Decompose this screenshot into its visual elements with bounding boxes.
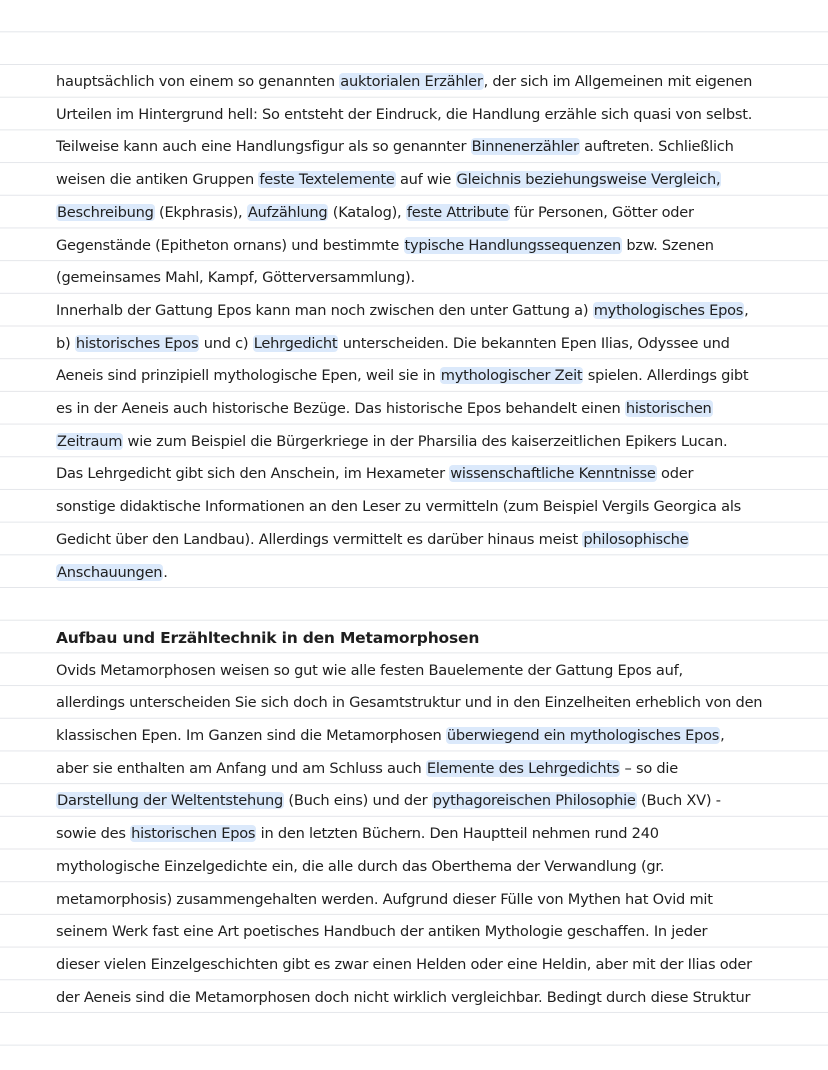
handwritten-notes [56, 0, 776, 1070]
text-line [56, 753, 796, 785]
text-fragment: für Personen, Götter oder [509, 203, 694, 221]
highlighted-term: Elemente des Lehrgedichts [426, 759, 620, 777]
text-fragment: Innerhalb der Gattung Epos kann man noch zwischen den unter Gattung a) [56, 301, 593, 319]
text-line [56, 131, 796, 163]
text-fragment: wie zum Beispiel die Bürgerkriege in der Pharsilia des kaiserzeitlichen Epikers Lucan. [123, 432, 728, 450]
text-fragment: Teilweise kann auch eine Handlungsfigur als so genannter [56, 138, 471, 156]
highlighted-term: Darstellung der Weltentstehung [57, 792, 283, 810]
text-fragment: (Buch XV) - [636, 792, 721, 810]
highlighted-term: philosophische [583, 530, 689, 548]
highlighted-term: pythagoreischen Philosophie [432, 792, 636, 810]
text-fragment: metamorphosis) zusammengehalten werden. Aufgrund dieser Fülle von Mythen hat Ovid mit [56, 890, 713, 908]
text-fragment: Aeneis sind prinzipiell mythologische Epen, weil sie in [56, 367, 440, 385]
text-fragment: auftreten. Schließlich [579, 138, 734, 156]
text-fragment: oder [656, 465, 694, 483]
highlighted-term: historischen Epos [131, 825, 256, 843]
text-fragment: sonstige didaktische Informationen an den Leser zu vermitteln (zum Beispiel Vergils Georgica als [56, 498, 741, 516]
text-line [56, 458, 796, 490]
text-line [56, 164, 796, 196]
text-fragment: weisen die antiken Gruppen [56, 171, 259, 189]
text-line [56, 197, 796, 229]
text-fragment: auf wie [395, 171, 456, 189]
highlighted-term: Binnenerzähler [471, 138, 579, 156]
text-line [56, 491, 796, 523]
text-line [56, 655, 796, 687]
highlighted-term: Lehrgedicht [253, 334, 338, 352]
highlighted-term: typische Handlungssequenzen [404, 236, 621, 254]
text-fragment: der Aeneis sind die Metamorphosen doch nicht wirklich vergleichbar. Bedingt durch diese Struktur [56, 988, 751, 1006]
text-line [56, 230, 796, 262]
text-fragment: sowie des [56, 825, 131, 843]
highlighted-term: mythologischer Zeit [440, 367, 583, 385]
text-line [56, 916, 796, 948]
text-fragment: seinem Werk fast eine Art poetisches Handbuch der antiken Mythologie geschaffen. In jeder [56, 923, 708, 941]
text-fragment: aber sie enthalten am Anfang und am Schluss auch [56, 759, 426, 777]
highlighted-term: Zeitraum [57, 432, 123, 450]
text-line [56, 557, 796, 589]
text-line [56, 328, 796, 360]
text-line [56, 66, 796, 98]
highlighted-term: Aufzählung [247, 203, 328, 221]
text-line [56, 295, 796, 327]
text-fragment: in den letzten Büchern. Den Hauptteil nehmen rund 240 [256, 825, 659, 843]
text-fragment: Gedicht über den Landbau). Allerdings vermittelt es darüber hinaus meist [56, 530, 583, 548]
text-fragment: es in der Aeneis auch historische Bezüge. Das historische Epos behandelt einen [56, 400, 625, 417]
text-fragment: (Ekphrasis), [154, 203, 247, 221]
text-fragment: b) [56, 334, 75, 352]
text-line [56, 884, 796, 916]
text-line [56, 524, 796, 556]
text-fragment: bzw. Szenen [621, 236, 714, 254]
text-fragment: , der sich im Allgemeinen mit eigenen [483, 73, 753, 90]
text-line [56, 818, 796, 850]
text-fragment: Ovids Metamorphosen weisen so gut wie alle festen Bauelemente der Gattung Epos auf, [56, 661, 683, 679]
highlighted-term: feste Textelemente [259, 171, 395, 189]
text-fragment: (Buch eins) und der [283, 792, 432, 810]
highlighted-term: überwiegend ein mythologisches Epos [446, 727, 720, 744]
text-fragment: unterscheiden. Die bekannten Epen Ilias, Odyssee und [338, 334, 730, 352]
section-heading: Aufbau und Erzähltechnik in den Metamorphosen [56, 628, 480, 647]
text-fragment: und c) [199, 334, 253, 352]
text-line [56, 851, 796, 883]
text-fragment: , [744, 301, 749, 319]
highlighted-term: historischen [625, 400, 712, 417]
text-fragment: – so die [620, 759, 678, 777]
text-fragment: Urteilen im Hintergrund hell: So entsteht der Eindruck, die Handlung erzähle sich quasi von selbst. [56, 105, 753, 123]
text-fragment: dieser vielen Einzelgeschichten gibt es zwar einen Helden oder eine Heldin, aber mit der Ilias oder [56, 955, 752, 973]
text-line [56, 426, 796, 458]
highlighted-term: Gleichnis beziehungsweise Vergleich, [456, 171, 721, 189]
text-fragment: klassischen Epen. Im Ganzen sind die Metamorphosen [56, 727, 446, 744]
text-line [56, 262, 796, 294]
text-line [56, 720, 796, 752]
text-fragment: . [163, 563, 168, 581]
highlighted-term: historisches Epos [75, 334, 199, 352]
text-fragment: allerdings unterscheiden Sie sich doch in Gesamtstruktur und in den Einzelheiten erheblich von den [56, 694, 763, 712]
text-fragment: (Katalog), [328, 203, 406, 221]
highlighted-term: mythologisches Epos [593, 301, 744, 319]
highlighted-term: Beschreibung [57, 203, 154, 221]
text-line [56, 687, 796, 719]
highlighted-term: auktorialen Erzähler [340, 73, 483, 90]
text-fragment: , [720, 727, 725, 744]
text-line [56, 785, 796, 817]
text-fragment: Gegenstände (Epitheton ornans) und bestimmte [56, 236, 404, 254]
text-line [56, 99, 796, 131]
highlighted-term: Anschauungen [57, 563, 163, 581]
text-fragment: spielen. Allerdings gibt [583, 367, 749, 385]
text-fragment: hauptsächlich von einem so genannten [56, 73, 340, 90]
text-fragment: (gemeinsames Mahl, Kampf, Götterversammlung). [56, 269, 415, 287]
text-line [56, 360, 796, 392]
text-line [56, 949, 796, 981]
text-fragment: mythologische Einzelgedichte ein, die alle durch das Oberthema der Verwandlung (gr. [56, 857, 665, 875]
highlighted-term: wissenschaftliche Kenntnisse [450, 465, 656, 483]
text-fragment: Das Lehrgedicht gibt sich den Anschein, im Hexameter [56, 465, 450, 483]
highlighted-term: feste Attribute [406, 203, 509, 221]
text-line [56, 982, 796, 1014]
text-line [56, 393, 796, 425]
